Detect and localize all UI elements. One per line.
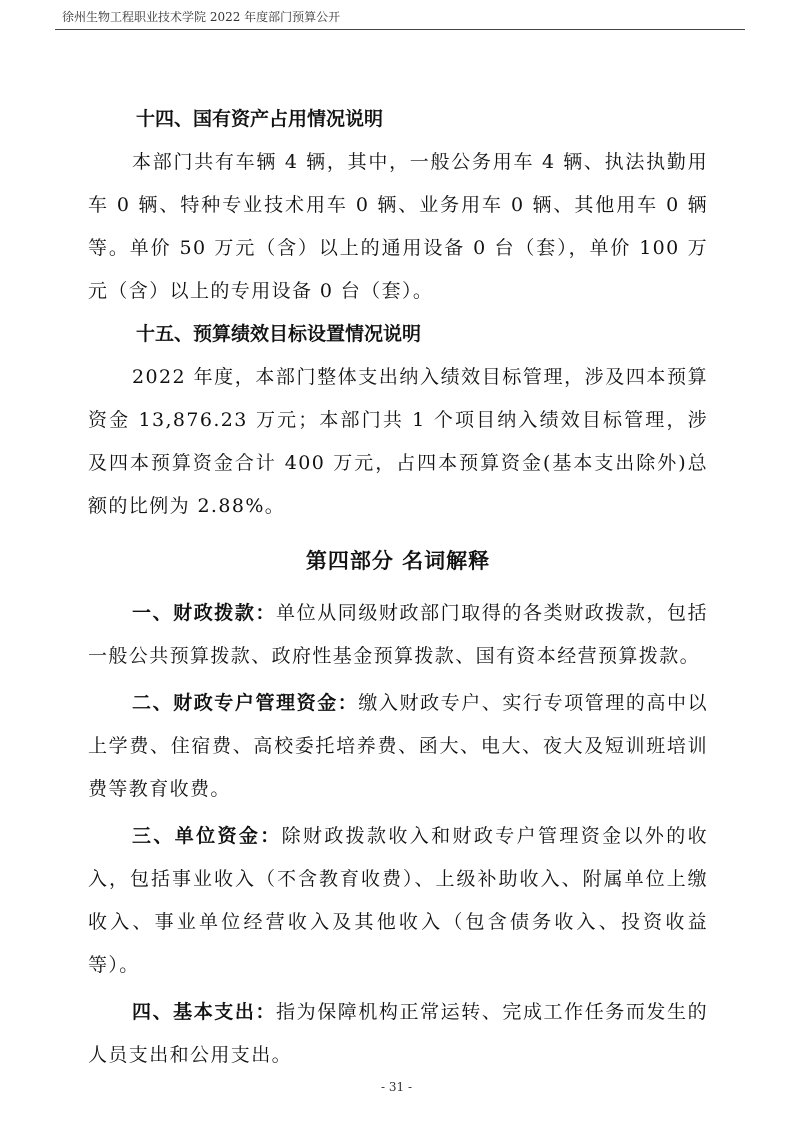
running-header: 徐州生物工程职业技术学院 2022 年度部门预算公开	[62, 10, 341, 24]
page-body	[88, 98, 708, 1077]
term-label: 二、财政专户管理资金：	[132, 692, 359, 714]
section-paragraph-15: 2022 年度，本部门整体支出纳入绩效目标管理，涉及四本预算资金 13,876.23 万元；本部门共 1 个项目纳入绩效目标管理，涉及四本预算资金合计 400 万元，占四本预算资金(基本支出除外)总额的比例为 2.88%。	[88, 366, 708, 517]
section-heading-14: 十四、国有资产占用情况说明	[136, 108, 384, 130]
header-divider	[55, 29, 745, 30]
term-label: 四、基本支出：	[132, 1001, 277, 1023]
term-label: 一、财政拨款：	[132, 602, 277, 624]
section-paragraph-14: 本部门共有车辆 4 辆，其中，一般公务用车 4 辆、执法执勤用车 0 辆、特种专业技术用车 0 辆、业务用车 0 辆、其他用车 0 辆等。单价 50 万元（含）以上的通用设备 0 台（套），单价 100 万元（含）以上的专用设备 0 台（套）。	[88, 151, 708, 302]
term-definition: 缴入财政专户、实行专项管理的高中以上学费、住宿费、高校委托培养费、函大、电大、夜大及短训班培训费等教育收费。	[88, 692, 708, 800]
term-definition: 除财政拨款收入和财政专户管理资金以外的收入，包括事业收入（不含教育收费）、上级补助收入、附属单位上缴收入、事业单位经营收入及其他收入（包含债务收入、投资收益等）。	[88, 825, 708, 976]
term-label: 三、单位资金：	[132, 825, 282, 847]
term-unit-funds	[88, 815, 708, 987]
term-fiscal-appropriation	[88, 592, 708, 678]
part-four-title: 第四部分 名词解释	[305, 548, 491, 573]
term-special-account-funds	[88, 682, 708, 811]
term-basic-expenditure	[88, 991, 708, 1077]
section-heading-15: 十五、预算绩效目标设置情况说明	[136, 323, 422, 345]
page-number: - 31 -	[380, 1080, 412, 1094]
term-definition: 指为保障机构正常运转、完成工作任务而发生的人员支出和公用支出。	[88, 1001, 708, 1066]
term-definition: 单位从同级财政部门取得的各类财政拨款，包括一般公共预算拨款、政府性基金预算拨款、国有资本经营预算拨款。	[88, 602, 708, 667]
